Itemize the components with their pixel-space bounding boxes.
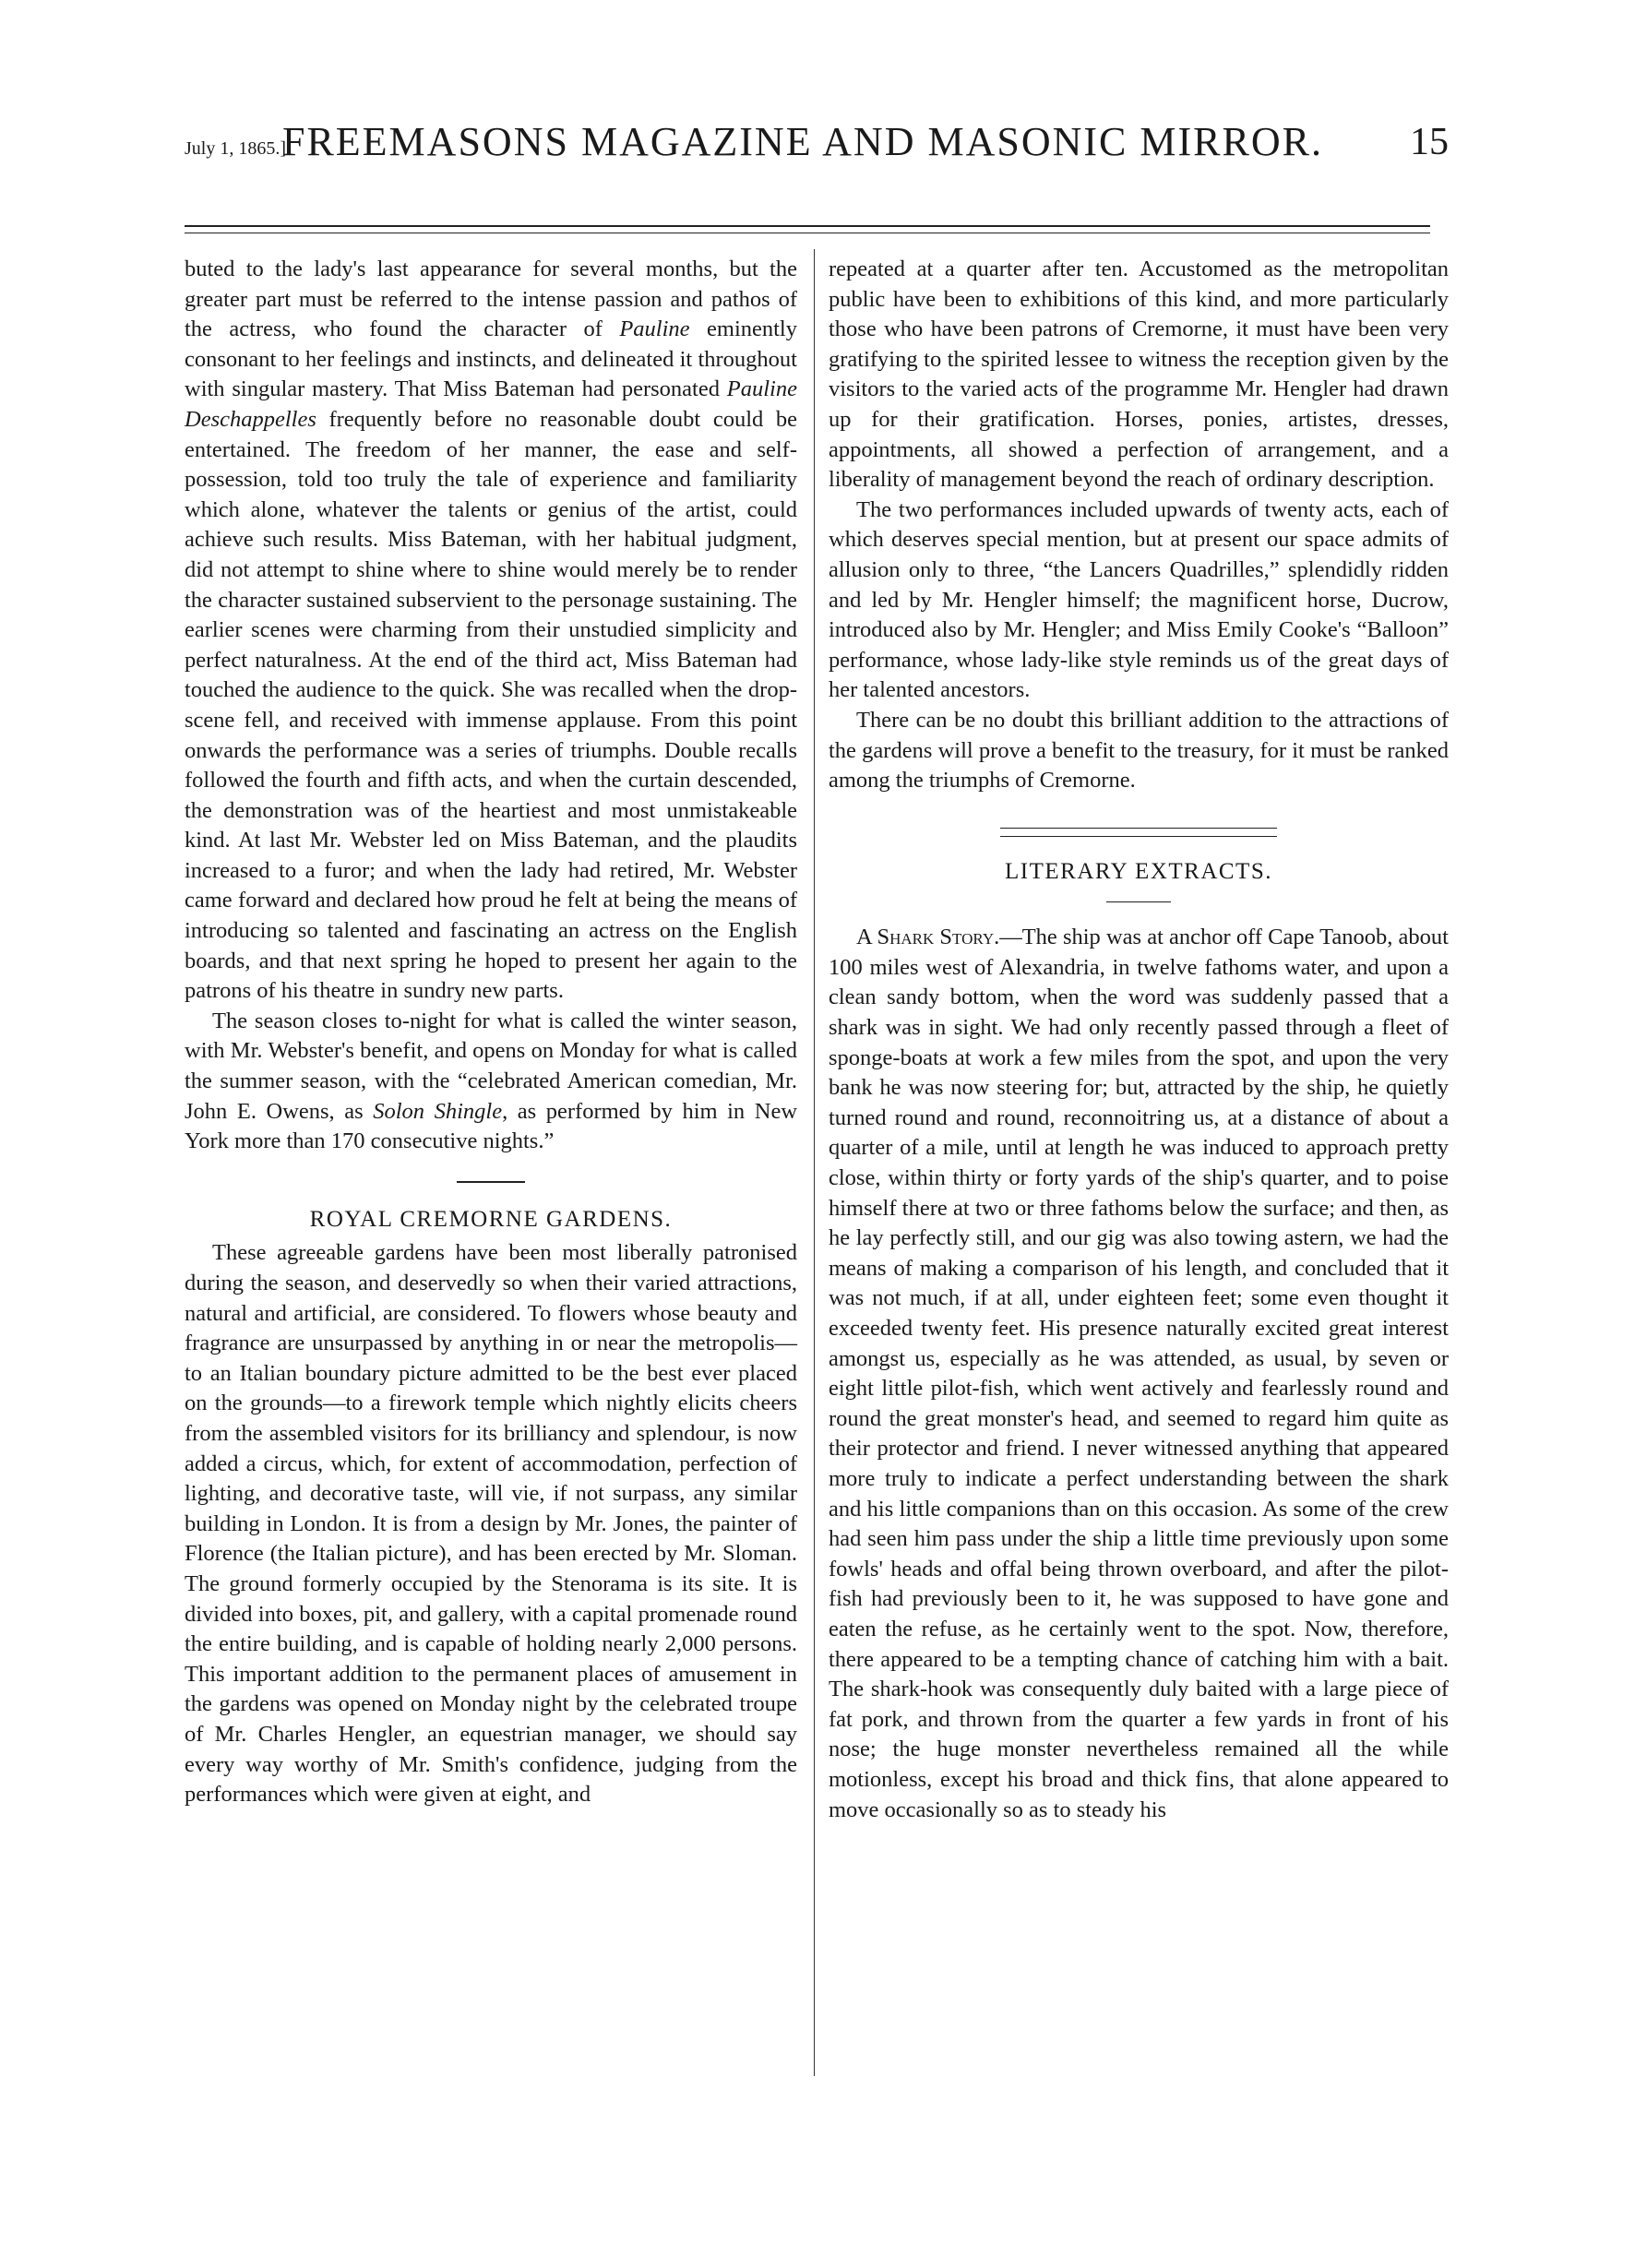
article-paragraph: There can be no doubt this brilliant addition to the attractions of the gardens will prove a benefit to the treasury, for it must be ranked among the triumphs of Cremorne.	[829, 707, 1449, 794]
story-title: A Shark Story.	[856, 925, 1000, 950]
article-paragraph: repeated at a quarter after ten. Accustomed as the metropolitan public have been to exhibitions of this kind, and more particularly those who have been patrons of Cremorne, it must have been very gratifying to the spirited lessee to witness the reception given by the visitors to the varied acts of the programme Mr. Hengler had drawn up for their gratification. Horses, ponies, artistes, dresses, appointments, all showed a perfection of arrangement, and a liberality of management beyond the reach of ordinary description.	[829, 257, 1449, 493]
left-column	[185, 255, 797, 1810]
article-paragraph: A Shark Story.—The ship was at anchor off Cape Tanoob, about 100 miles west of Alexandria, in twelve fathoms water, and upon a clean sandy bottom, when the word was suddenly passed that a shark was in sight. We had only recently passed through a fleet of sponge-boats at work a few miles from the spot, and upon the very bank he was now steering for; but, attracted by the ship, he quietly turned round and round, reconnoitring us, at a distance of about a quarter of a mile, until at length he was induced to approach pretty close, within thirty or forty yards of the ship's quarter, and to poise himself there at two or three fathoms below the surface; and then, as he lay perfectly still, and our gig was also towing astern, we had the means of making a comparison of his length, and concluded that it was not much, if at all, under eighteen feet; some even thought it exceeded twenty feet. His presence naturally excited great interest amongst us, especially as he was attended, as usual, by seven or eight little pilot-fish, which went actively and fearlessly round and round the great monster's head, and seemed to regard him quite as their protector and friend. I never witnessed anything that appeared more truly to indicate a perfect understanding between the shark and his little companions than on this occasion. As some of the crew had seen him pass under the ship a little time previously upon some fowls' heads and offal being thrown overboard, and after the pilot-fish had previously been to it, he was supposed to have gone and eaten the refuse, as he certainly went to the spot. Now, therefore, there appeared to be a tempting chance of catching him with a bait. The shark-hook was consequently duly baited with a large piece of fat pork, and thrown from the quarter a few yards in front of his nose; the huge monster nevertheless remained all the while motionless, except his broad and thick fins, that alone appeared to move occasionally so as to steady his	[829, 925, 1449, 1822]
masthead-rule	[185, 225, 1430, 227]
page-number: 15	[1410, 121, 1449, 163]
section-heading: LITERARY EXTRACTS.	[1005, 858, 1272, 884]
section-divider	[1000, 828, 1277, 837]
publication-title: FREEMASONS MAGAZINE AND MASONIC MIRROR.	[281, 119, 1323, 164]
right-column	[829, 255, 1449, 1825]
article-paragraph: buted to the lady's last appearance for several months, but the greater part must be referred to the intense passion and pathos of the actress, who found the character of Pauline eminently consonant to her feelings and instincts, and delineated it throughout with singular mastery. That Miss Bateman had personated Pauline Deschappelles frequently before no reasonable doubt could be entertained. The freedom of her manner, the ease and self-possession, told too truly the tale of experience and familiarity which alone, whatever the talents or genius of the artist, could achieve such results. Miss Bateman, with her habitual judgment, did not attempt to shine where to shine would merely be to render the character sustained subservient to the personage sustaining. The earlier scenes were charming from their unstudied simplicity and perfect naturalness. At the end of the third act, Miss Bateman had touched the audience to the quick. She was recalled when the drop-scene fell, and received with immense applause. From this point onwards the performance was a series of triumphs. Double recalls followed the fourth and fifth acts, and when the curtain descended, the demonstration was of the heartiest and most unmistakeable kind. At last Mr. Webster led on Miss Bateman, and the plaudits increased to a furor; and when the lady had retired, Mr. Webster came forward and declared how proud he felt at being the means of introducing so talented and fascinating an actress on the English boards, and that next spring he hoped to present her again to the patrons of his theatre in sundry new parts.	[185, 257, 797, 1004]
masthead	[185, 118, 1449, 173]
issue-date: July 1, 1865.]	[185, 138, 286, 159]
article-paragraph: These agreeable gardens have been most liberally patronised during the season, and deservedly so when their varied attractions, natural and artificial, are considered. To flowers whose beauty and fragrance are unsurpassed by anything in or near the metropolis—to an Italian boundary picture admitted to be the best ever placed on the grounds—to a firework temple which nightly elicits cheers from the assembled visitors for its brilliancy and splendour, is now added a circus, which, for extent of accommodation, perfection of lighting, and decorative taste, will vie, if not surpass, any similar building in London. It is from a design by Mr. Jones, the painter of Florence (the Italian picture), and has been erected by Mr. Sloman. The ground formerly occupied by the Stenorama is its site. It is divided into boxes, pit, and gallery, with a capital promenade round the entire building, and is capable of holding nearly 2,000 persons. This important addition to the permanent places of amusement in the gardens was opened on Monday night by the celebrated troupe of Mr. Charles Hengler, an equestrian manager, we should say every way worthy of Mr. Smith's confidence, judging from the performances which were given at eight, and	[185, 1240, 797, 1808]
heading-underline	[1106, 901, 1171, 902]
article-paragraph: The season closes to-night for what is called the winter season, with Mr. Webster's benefit, and opens on Monday for what is called the summer season, with the “celebrated American comedian, Mr. John E. Owens, as Solon Shingle, as performed by him in New York more than 170 consecutive nights.”	[185, 1008, 798, 1154]
section-heading: ROYAL CREMORNE GARDENS.	[309, 1206, 673, 1232]
section-divider	[457, 1181, 525, 1183]
column-divider	[814, 249, 815, 2076]
article-paragraph: The two performances included upwards of twenty acts, each of which deserves special mention, but at present our space admits of allusion only to three, “the Lancers Quadrilles,” splendidly ridden and led by Mr. Hengler himself; the magnificent horse, Ducrow, introduced also by Mr. Hengler; and Miss Emily Cooke's “Balloon” performance, whose lady-like style reminds us of the great days of her talented ancestors.	[829, 496, 1449, 703]
